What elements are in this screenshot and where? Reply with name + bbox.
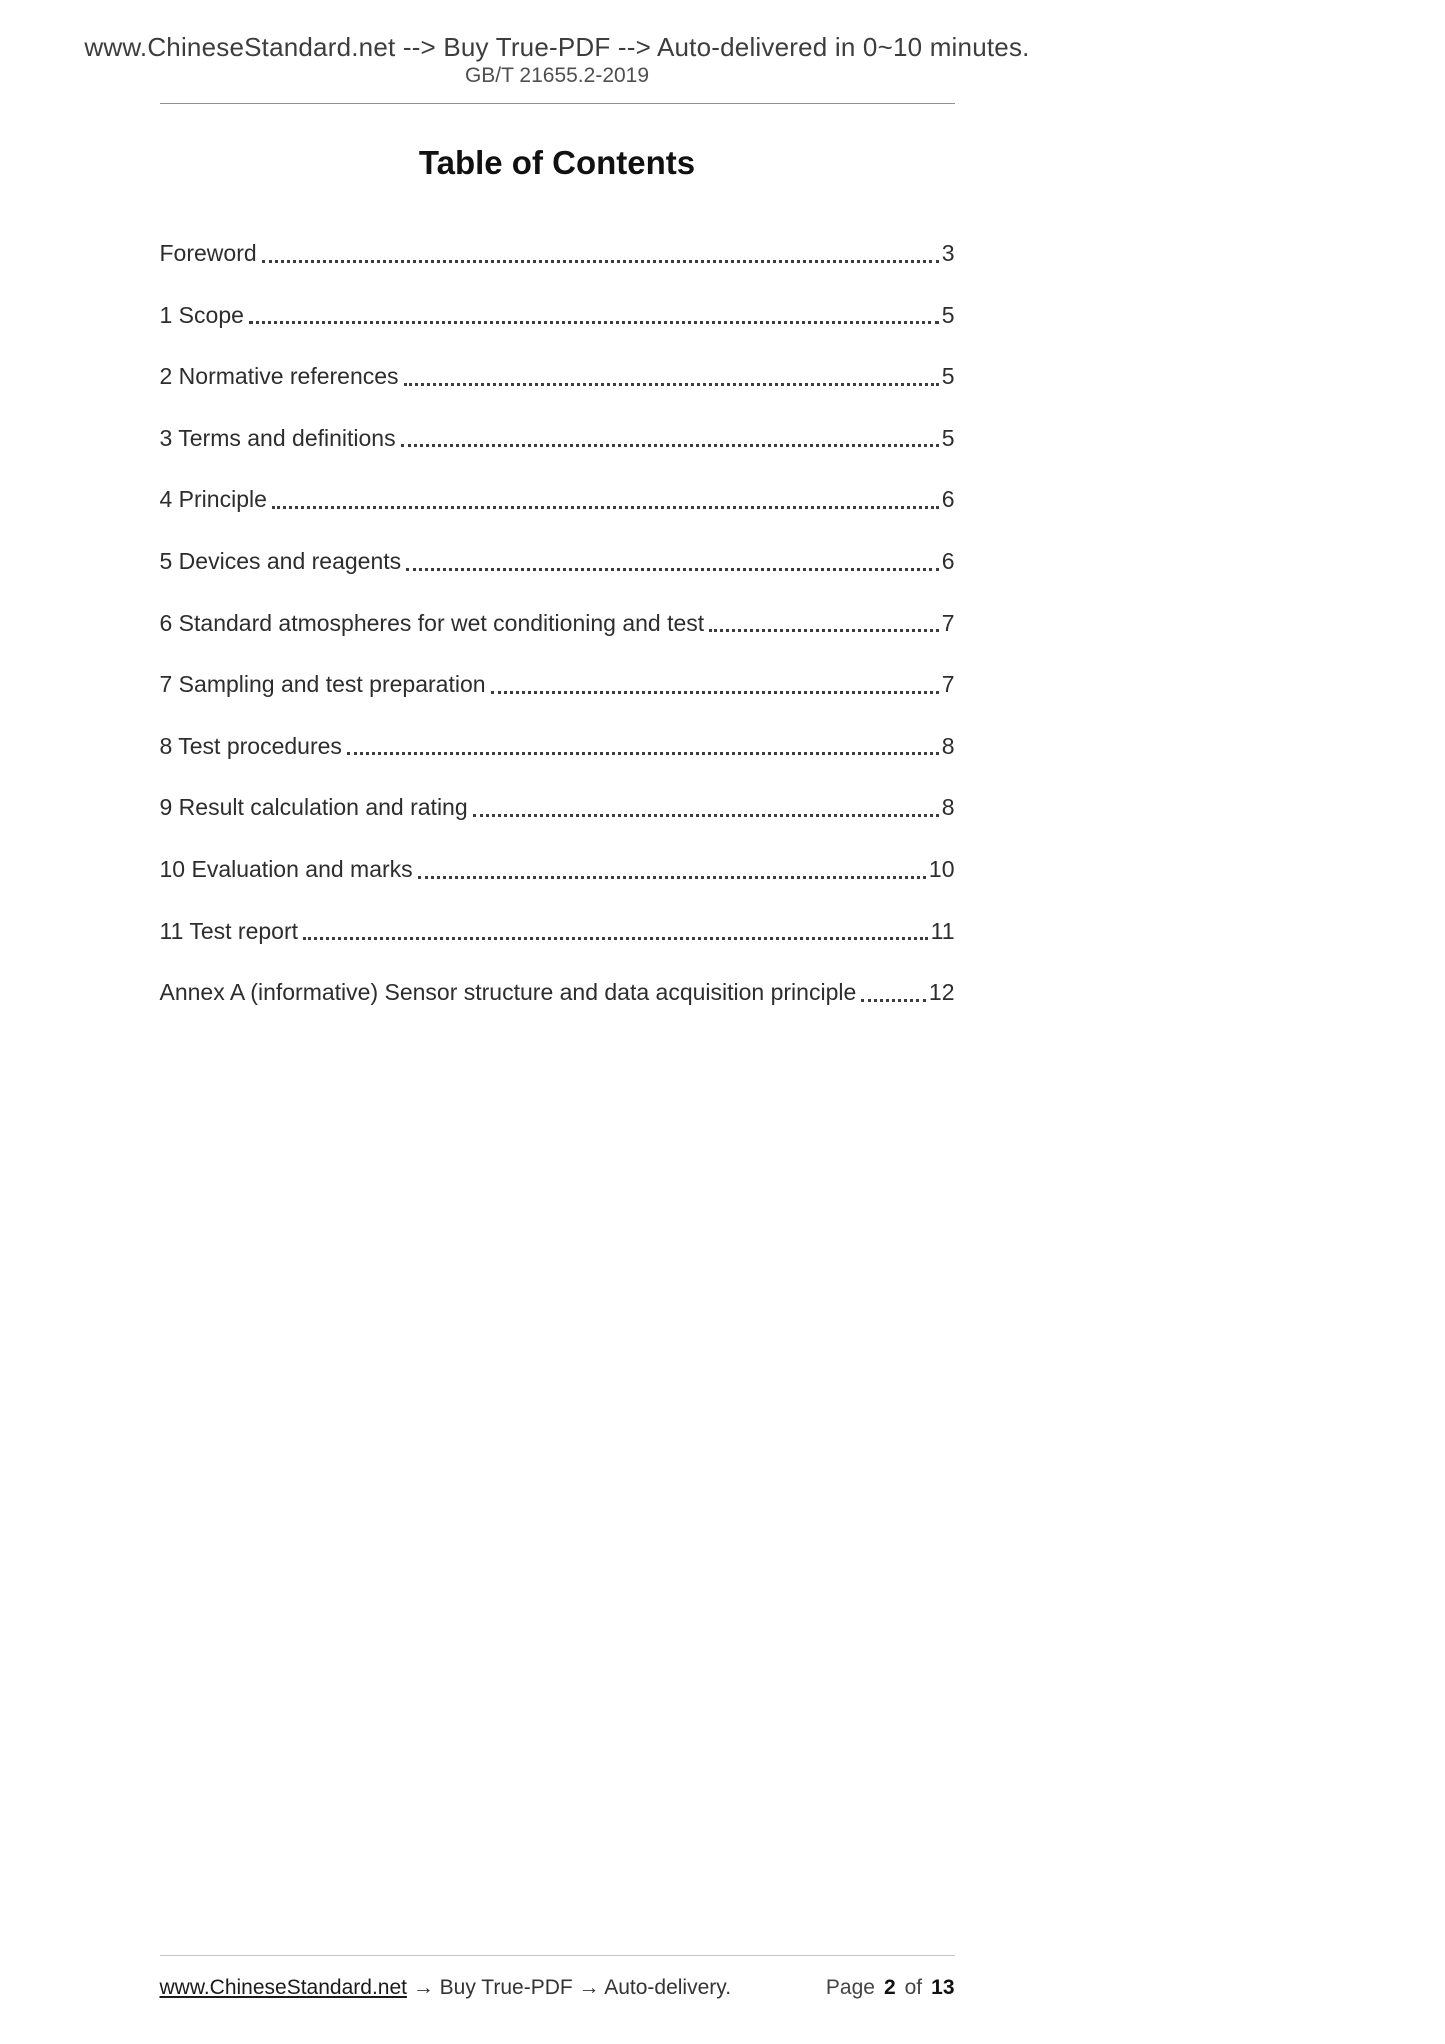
page-current: 2 bbox=[883, 1976, 896, 1999]
toc-entry-page: 5 bbox=[941, 301, 955, 328]
footer-tagline-text: → Buy True-PDF → Auto-delivery. bbox=[406, 1976, 732, 1999]
toc-entry-page: 8 bbox=[941, 732, 955, 759]
toc-dot-leader bbox=[249, 321, 939, 324]
footer-page-indicator bbox=[826, 1976, 955, 2000]
toc-entry bbox=[160, 918, 955, 946]
toc-dot-leader bbox=[491, 691, 939, 694]
page-watermark: www.ChineseStandard.net --> Buy True-PDF --> Auto-delivered in 0~10 minutes. bbox=[84, 32, 1030, 62]
toc-entry bbox=[160, 671, 955, 699]
toc-entry bbox=[160, 856, 955, 884]
toc-entry bbox=[160, 240, 955, 268]
toc-dot-leader bbox=[272, 506, 939, 509]
footer-site-link[interactable]: www.ChineseStandard.net bbox=[159, 1976, 407, 1999]
toc-entry-label: 10 Evaluation and marks bbox=[159, 855, 413, 882]
toc-dot-leader bbox=[418, 876, 926, 879]
toc-entry bbox=[160, 363, 955, 391]
toc-entry-page: 6 bbox=[941, 486, 955, 513]
page-of-label: of bbox=[904, 1976, 923, 1999]
toc-entry-label: 1 Scope bbox=[159, 301, 244, 328]
toc-dot-leader bbox=[709, 629, 939, 632]
toc-entry-label: 6 Standard atmospheres for wet conditioning and test bbox=[159, 609, 705, 636]
toc-entry-label: Foreword bbox=[159, 240, 257, 266]
toc-entry-page: 7 bbox=[941, 671, 955, 698]
toc-entry bbox=[160, 548, 955, 576]
toc-entry-label: 7 Sampling and test preparation bbox=[159, 671, 486, 698]
toc-entry-label: 8 Test procedures bbox=[159, 732, 342, 759]
toc-entry bbox=[160, 733, 955, 761]
standard-code: GB/T 21655.2-2019 bbox=[464, 64, 650, 87]
toc-dot-leader bbox=[401, 444, 939, 447]
toc-entry-label: 5 Devices and reagents bbox=[159, 547, 402, 574]
footer-divider bbox=[160, 1955, 955, 1956]
toc-entry bbox=[160, 794, 955, 822]
toc-entry bbox=[160, 486, 955, 514]
toc-entry bbox=[160, 302, 955, 330]
toc-dot-leader bbox=[303, 937, 928, 940]
toc-dot-leader bbox=[406, 568, 939, 571]
page-total: 13 bbox=[931, 1976, 955, 1999]
toc-entry-page: 3 bbox=[941, 240, 955, 266]
page-label: Page bbox=[825, 1976, 875, 1999]
toc-dot-leader bbox=[861, 999, 926, 1002]
toc-entry-label: 4 Principle bbox=[159, 486, 267, 513]
toc-entry-page: 10 bbox=[928, 855, 955, 882]
text-block bbox=[160, 103, 955, 1007]
toc-entry-page: 5 bbox=[941, 424, 955, 451]
toc-entry-label: 9 Result calculation and rating bbox=[159, 794, 468, 821]
toc-entry-page: 12 bbox=[928, 979, 955, 1006]
toc-dot-leader bbox=[473, 814, 939, 817]
toc-entry-page: 5 bbox=[941, 363, 955, 390]
toc-entry-page: 11 bbox=[930, 917, 955, 944]
page-title: Table of Contents bbox=[418, 144, 696, 181]
toc-entry bbox=[160, 979, 955, 1007]
toc-entry-page: 7 bbox=[941, 609, 955, 636]
toc-entry-page: 6 bbox=[941, 547, 955, 574]
page-footer bbox=[0, 1955, 1114, 2000]
toc-entry bbox=[160, 425, 955, 453]
toc-dot-leader bbox=[262, 260, 939, 263]
toc-list bbox=[160, 240, 955, 1007]
toc-dot-leader bbox=[347, 752, 939, 755]
toc-entry-label: 3 Terms and definitions bbox=[159, 424, 396, 451]
toc-entry-label: 2 Normative references bbox=[159, 363, 399, 390]
toc-entry-label: 11 Test report bbox=[159, 917, 299, 944]
toc-entry-label: Annex A (informative) Sensor structure and data acquisition principle bbox=[159, 979, 857, 1006]
toc-entry bbox=[160, 610, 955, 638]
footer-tagline bbox=[160, 1976, 732, 2000]
toc-entry-page: 8 bbox=[941, 794, 955, 821]
toc-dot-leader bbox=[404, 383, 939, 386]
header-divider bbox=[160, 103, 955, 104]
